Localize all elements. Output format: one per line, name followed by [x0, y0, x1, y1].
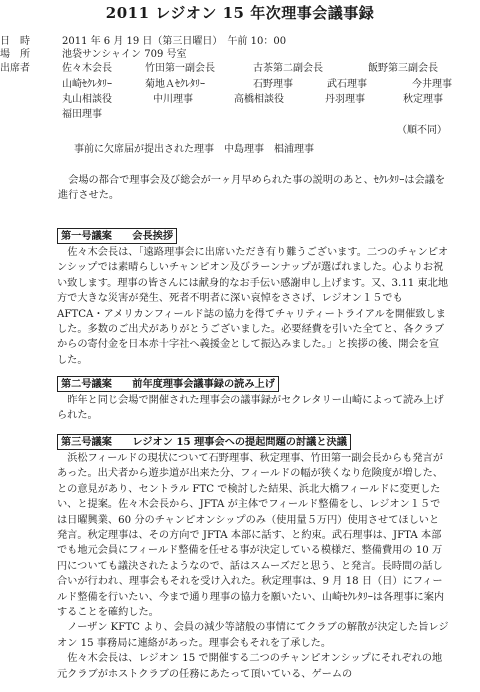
place-value: 池袋サンシャイン 709 号室: [62, 49, 187, 60]
agenda-section-1: [57, 224, 449, 368]
order-note: （順不同）: [397, 125, 447, 136]
attendee: 武石理事: [327, 79, 367, 90]
date-value: 2011 年 6 月 19 日（第三日曜日） 午前 10：00: [62, 36, 287, 47]
place-label: 場 所: [0, 49, 30, 60]
attendee: 福田理事: [62, 109, 102, 120]
attendees-label: 出席者: [0, 63, 30, 74]
attendee: 今井理事: [412, 79, 452, 90]
attendee: 丹羽理事: [325, 94, 365, 105]
date-label: 日 時: [0, 36, 30, 47]
agenda-section-3: [57, 430, 449, 682]
absence-note: 事前に欠席届が提出された理事 中島理事 椙浦理事: [74, 144, 314, 155]
attendee: 石野理事: [253, 79, 293, 90]
attendee: 高橋相談役: [234, 94, 284, 105]
attendee: 飯野第三副会長: [368, 63, 438, 74]
agenda-heading-1: 第一号議案 会長挨拶: [57, 228, 177, 244]
agenda-body-2: 昨年と同じ会場で開催された理事会の議事録がセクレタリー山崎によって読み上げられた。: [57, 395, 444, 422]
attendee: 菊地Ａｾｸﾚﾀﾘｰ: [145, 79, 205, 90]
agenda-body-1: 佐々木会長は、「遠路理事会に出席いただき有り難うございます。二つのチャンピオンシップでは素晴らしいチャンピオン及びラーンナップが選ばれました。心よりお祝い致します。理事の皆さんには献身的なお手伝い感謝申し上げます。又、3.11 東北地方で大きな災害が発生、死者不明者に深い哀悼をささげ、レジオン１５でも AFTCA・アメリカンフィールド誌の協力を得てチャリティートライアルを開催致しました。多数のご出犬がありがとうございました。必要経費を引いた全てと、各クラブからの寄付金を日本赤十字社へ義援金として振込みました。」と挨拶の後、開会を宣した。: [57, 247, 449, 366]
attendee: 中川理事: [153, 94, 193, 105]
attendee: 山崎ｾｸﾚﾀﾘｰ: [62, 79, 112, 90]
agenda-body-3b: ノーザン KFTC より、会員の減少等諸般の事情にてクラブの解散が決定した旨レジオン 15 事務局に連絡があった。理事会もそれを了承した。: [57, 622, 449, 649]
attendee: 秋定理事: [403, 94, 443, 105]
agenda-heading-3: 第三号議案 レジオン 15 理事会への提起問題の討議と決議: [57, 434, 351, 450]
attendee: 竹田第一副会長: [145, 63, 215, 74]
agenda-body-3a: 浜松フィールドの現状について石野理事、秋定理事、竹田第一副会長からも発言があった。出犬者から遊歩道が出来た分、フィールドの幅が狭くなり危険度が増した、との意見があり、セントラル FTC で検討した結果、浜北大橋フィールドに変更したい、と提案。佐々木会長から、JFTA が主体でフィールド整備をし、レジオン１５では日曜興業、60 分のチャンピオンシップのみ（使用量５万円）使用させてほしいと発言。秋定理事は、その方向で JFTA 本部に話す、と約束。武石理事は、JFTA 本部でも地元会員にフィールド整備を任せる事が決定している模様だ、整備費用の 10 万円についても議決されたようなので、話はスムーズだと思う、と発言。長時間の話し合いが行われ、理事会もそれを受け入れた。秋定理事は、9 月 18 日（日）にフィールド整備を行いたい、今まで通り理事の協力を願いたい、山崎ｾｸﾚﾀﾘｰは各理事に案内することを確約した。: [57, 453, 445, 619]
agenda-section-2: [57, 372, 449, 424]
intro-text: 会場の都合で理事会及び総会が一ヶ月早められた事の説明のあと、ｾｸﾚﾀﾘｰは会議を進行させた。: [58, 175, 446, 202]
agenda-body-3c: 佐々木会長は、レジオン 15 で開催する二つのチャンピオンシップにそれぞれの地元クラブがホストクラブの任務にあたって頂いている、ゲームの: [57, 653, 443, 680]
agenda-heading-2: 第二号議案 前年度理事会議事録の読み上げ: [57, 376, 279, 392]
attendee: 古茶第二副会長: [253, 63, 323, 74]
document-title: 2011 レジオン 15 年次理事会議事録: [105, 4, 375, 22]
intro-paragraph: [58, 173, 450, 204]
attendee: 佐々木会長: [62, 63, 112, 74]
attendee: 丸山相談役: [62, 94, 112, 105]
